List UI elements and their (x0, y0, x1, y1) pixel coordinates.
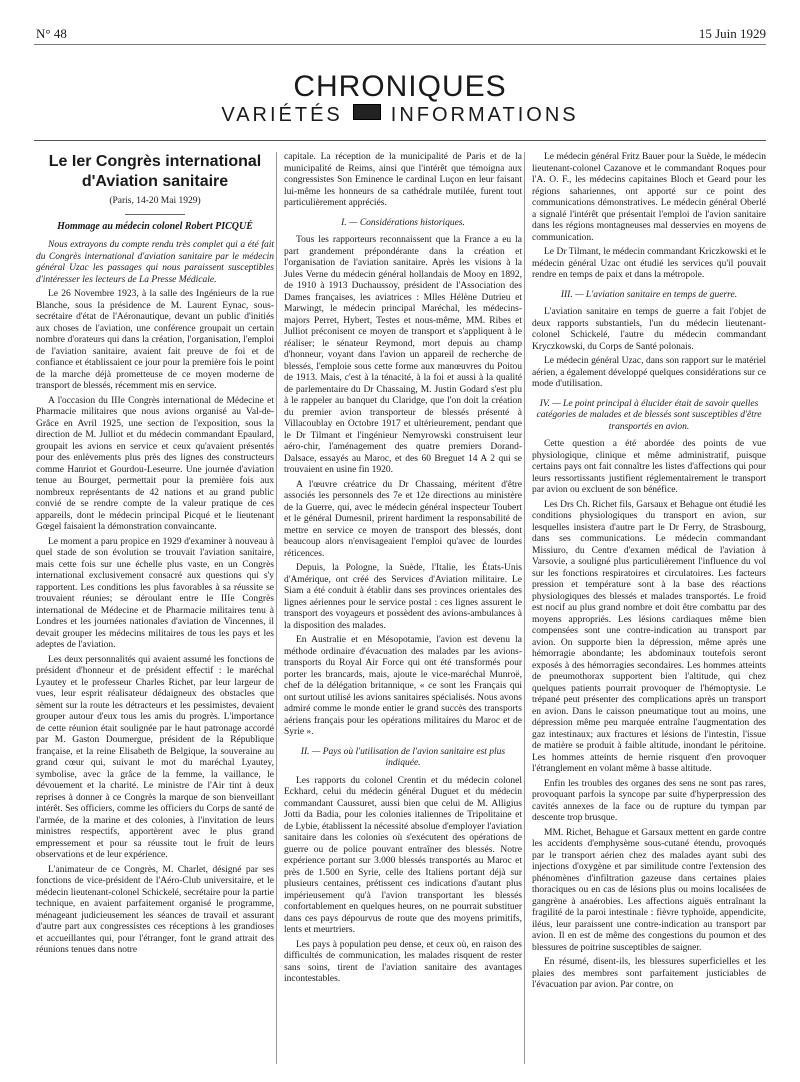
ornament-icon (353, 104, 381, 120)
paragraph: Les pays à population peu dense, et ceux où, en raison des difficultés de communication, les malades risquent de rester sans soins, tirent de l'aviation sanitaire des avantages incontestables. (284, 939, 522, 984)
paragraph: Les rapports du colonel Crentin et du médecin colonel Eckhard, celui du médecin général Duguet et du médecin commandant Caussuret, aussi bien que celui de M. Alligius Jotti da Badia, pour les colonies italiennes de Tripolitaine et de Lybie, établissent la nécessité absolue d'employer l'aviation sanitaire dans les colonies où s'exécutent des opérations de guerre ou de police pouvant entraîner des blessés. Notre expérience portant sur 3.000 blessés transportés au Maroc et près de 1.500 en Syrie, celle des Italiens portant déjà sur plusieurs centaines, prétissent ces indications d'autant plus impérieusement qu'à l'avion transportant les blessés confortablement en quelques heures, on ne pourrait substituer dans ces pays dépourvus de route que des moyens primitifs, lents et meurtriers. (284, 775, 522, 935)
article-title: Le Ier Congrès international d'Aviation sanitaire (48, 153, 262, 190)
paragraph: Le 26 Novembre 1923, à la salle des Ingénieurs de la rue Blanche, sous la présidence de M. Laurent Eynac, sous-secrétaire d'état de l'Aéronautique, devant un public d'initiés aux choses de l'aviation, une conférence groupait un certain nombre d'orateurs qui dans la création, l'organisation, l'emploi de l'aviation sanitaire, avaient fait preuve de foi et de confiance et établissaient ce jour pour la première fois le point de la marche déjà prometteuse de ce moyen moderne de transport de blessés, récemment mis en service. (36, 289, 274, 391)
column-2 (284, 152, 522, 989)
paragraph: En Australie et en Mésopotamie, l'avion est devenu la méthode ordinaire d'évacuation des malades par les avions-transports du Royal Air Force qui ont été transformés pour porter les brancards, mais, ajoute le vice-maréchal Munroë, chef de la délégation britannique, « ce sont les Français qui ont surtout utilisé les avions sanitaires spécialisés. Nous avons admiré comme le monde entier le grand succès des transports aériens français pour les opérations militaires du Maroc et de Syrie ». (284, 635, 522, 737)
section-heading: I. — Considérations historiques. (341, 217, 465, 228)
section-heading: II. — Pays où l'utilisation de l'avion sanitaire est plus indiquée. (300, 746, 506, 768)
paragraph: Les Drs Ch. Richet fils, Garsaux et Behague ont étudié les conditions physiologiques du transport en avion, sur lesquelles insistera d'autre part le Dr Ferry, de Strasbourg, dans ses communications. Le médecin commandant Missiuro, du Centre d'examen médical de l'aviation à Varsovie, a souligné plus particulièrement l'influence du vol sur les fonctions respiratoires et circulatoires. Les facteurs pression et température sont à la base des réactions physiologiques des blessés et malades transportés. Le froid est nocif au plus grand nombre et doit être combattu par des moyens appropriés. Les lésions cardiaques même bien compensées sont une contre-indication au transport par avion. On supporte bien la dépression, même après une hémorragie abondante; les abdominaux toutefois seront exposés à des hémorragies secondaires. Les hommes atteints de pneumothorax supportent bien l'altitude, qui chez quelques patients pourrait provoquer de l'hémoptysie. Le trépané peut présenter des complications après un transport en avion. Dans le caisson pneumatique tout au moins, une dépression même peu marquée entraîne l'augmentation des gaz intestinaux; aux fractures et lésions de l'intestin, l'issue de matière se produit à faible altitude, inondant le péritoine. Les hommes atteints de hernie risquent d'en provoquer l'étranglement en volant même à basse altitude. (532, 499, 766, 774)
paragraph: L'animateur de ce Congrès, M. Charlet, désigné par ses fonctions de vice-président de l'Aéro-Club universitaire, et le médecin lieutenant-colonel Schickelé, secrétaire pour la partie technique, en avaient parfaitement organisé le programme, ménageant judicieusement les séances de travail et assurant d'autre part aux congressistes ces réceptions à les grandioses et accueillantes qui, pour l'étranger, font le grand attrait des réunions tenues dans notre (36, 864, 274, 955)
paragraph: Le Dr Tilmant, le médecin commandant Kriczkowski et le médecin général Uzac ont étudié les services qu'il pouvait rendre en temps de paix et dans la métropole. (532, 247, 766, 280)
paragraph: Depuis, la Pologne, la Suède, l'Italie, les États-Unis d'Amérique, ont créé des Services d'Aviation militaire. Le Siam a été conduit à établir dans ses provinces orientales des lignes aériennes pour le service postal : ces lignes assurent le transport des voyageurs et possèdent des avions-ambulances à la disposition des malades. (284, 563, 522, 631)
masthead-title: CHRONIQUES (293, 70, 507, 103)
paragraph: Tous les rapporteurs reconnaissent que la France a eu la part grandement prépondérante dans la création et l'organisation de l'aviation sanitaire. Après les visions à la Jules Verne du médecin général hollandais de Mooy en 1892, de 1910 à 1913 Duchaussoy, président de l'Association des Dames françaises, les aviatrices : Mlles Hélène Dutrieu et Marwingt, le médecin principal Maréchal, les médecins-majors Perret, Hybert, Testes et nous-même, MM. Ribes et Julliot préconisent ce moyen de transport et s'appliquent à le réaliser; le sénateur Reymond, mort depuis au champ d'honneur, voyant dans l'avion un appareil de recherche de blessés, l'emploie sous cette forme aux manœuvres du Poitou de 1913. Mais, c'est à la ténacité, à la foi et aussi à la qualité de parlementaire du Dr Chassaing, M. Justin Godard s'est plu à le rappeler au banquet du Claridge, que l'on doit la création du premier avion transporteur de blessés présenté à Villacoublay en Octobre 1917 et ultérieurement, pendant que le Dr Tilmant et l'ingénieur Nemyrowski construisent leur aéro-chir, l'aménagement des quatre premiers Dorand-Dalsace, essayés au Maroc, et des 60 Breguet 14 A 2 qui se trouvaient en usine fin 1920. (284, 235, 522, 475)
issue-date: 15 Juin 1929 (698, 26, 766, 41)
paragraph: Le médecin général Uzac, dans son rapport sur le matériel aérien, a également développé quelques considérations sur ce mode d'utilisation. (532, 356, 766, 389)
paragraph: En résumé, disent-ils, les blessures superficielles et les plaies des membres sont parfaitement justiciables de l'évacuation par avion. Par contre, on (532, 957, 766, 990)
paragraph: Le médecin général Fritz Bauer pour la Suède, le médecin lieutenant-colonel Cazanove et le commandant Roques pour l'A. O. F., les médecins capitaines Bloch et Geard pour les régions sahariennes, ont apporté sur ce point des communications démonstratives. Le médecin général Oberlé a signalé l'intérêt que présentait l'emploi de l'avion sanitaire dans les régions montagneuses mal desservies en moyens de communication. (532, 152, 766, 243)
column-1 (36, 152, 274, 960)
column-divider (276, 152, 277, 1064)
masthead-subtitle (0, 104, 800, 127)
paragraph: A l'œuvre créatrice du Dr Chassaing, méritent d'être associés les personnels des 7e et 12e directions au ministère de la Guerre, qui, avec le médecin général inspecteur Toubert et le général Dumesnil, prirent hardiment la responsabilité de mettre en service ce moyen de transport des blessés, dont beaucoup alors n'envisageaient l'emploi qu'avec de lourdes réticences. (284, 479, 522, 559)
article-subtitle: (Paris, 14-20 Mai 1929) (109, 196, 201, 206)
paragraph: capitale. La réception de la municipalité de Paris et de la municipalité de Reims, ainsi que l'intérêt que témoigna aux congressistes Son Eminence le cardinal Luçon en leur faisant lui-même les honneurs de sa cathédrale mutilée, furent tout particulièrement appréciés. (284, 152, 522, 208)
article-hommage: Hommage au médecin colonel Robert PICQUÉ (57, 220, 253, 232)
masthead-right: INFORMATIONS (390, 104, 579, 126)
column-divider (524, 152, 525, 1064)
header-rule (34, 44, 766, 45)
paragraph: Enfin les troubles des organes des sens ne sont pas rares, provoquant parfois la syncope par suite d'hyperpression des cavités annexes de la face ou de rupture du tympan par descente trop brusque. (532, 778, 766, 823)
paragraph: L'aviation sanitaire en temps de guerre a fait l'objet de deux rapports substantiels, l'un du médecin lieutenant-colonel Schickelé, l'autre du médecin commandant Kryczkowski, du Corps de Santé polonais. (532, 307, 766, 352)
paragraph: Cette question a été abordée des points de vue physiologique, clinique et même administratif, puisque certains pays ont fait connaître les listes d'affections qui pour leurs ressortissants justifient réglementairement le transport par avion ou excluent de son bénéfice. (532, 439, 766, 495)
paragraph: MM. Richet, Behague et Garsaux mettent en garde contre les accidents d'emphysème sous-cutané étendu, provoqués par le transport aérien chez des malades ayant subi des injections d'oxygène et par similitude contre l'extension des phénomènes d'infiltration gazeuse dans certaines plaies thoraciques ou en cas de lésions plus ou moins localisées de gangrène à anaérobies. Les affections aiguës entraînant la fragilité de la paroi intestinale : fièvre typhoïde, appendicite, iléus, leur paraissent une contre-indication au transport par avion. Il en est de même des congestions du poumon et des blessures de poitrine susceptibles de saigner. (532, 827, 766, 953)
masthead-rule (34, 140, 766, 141)
column-3 (532, 152, 766, 995)
paragraph: A l'occasion du IIIe Congrès international de Médecine et Pharmacie militaires que nous avions organisé au Val-de-Grâce en Avril 1925, une section de l'exposition, sous la direction de M. Julliot et du médecin commandant Epaulard, groupait les avions en service et ceux qu'avaient présentés pour des enlèvements plus près des lignes des constructeurs comme Hanriot et Gourdou-Leseurre. Une journée d'aviation tenue au Bourget, permettait pour la première fois aux nombreux représentants de 42 nations et au grand public convié de se rendre compte de la valeur pratique de ces appareils, dont le médecin principal Picqué et le lieutenant Gœgel faisaient la démonstration convaincante. (36, 395, 274, 532)
masthead-left: VARIÉTÉS (221, 104, 343, 126)
paragraph: Les deux personnalités qui avaient assumé les fonctions de président d'honneur et de président effectif : le maréchal Lyautey et le professeur Charles Richet, par leur largeur de vues, leur esprit réalisateur dédaigneux des obstacles que sèment sur la route les détracteurs et les pessimistes, devaient grouper autour d'eux tous les amis du progrès. L'importance de cette réunion était soulignée par le haut patronage accordé par M. Gaston Doumergue, président de la République française, et la reine Elisabeth de Belgique, la souveraine au grand cœur qui, suivant le mot du maréchal Lyautey, symbolise, avec la grâce de la femme, la vaillance, le dévouement et la charité. Le ministre de l'Air tint à deux reprises à donner à ce Congrès la marque de son bienveillant intérêt. Ses officiers, comme les officiers du Corps de santé de l'armée, de la marine et des colonies, à l'invitation de leurs ministres respectifs, apportèrent avec le plus grand empressement et pour sa réussite tout le fruit de leurs observations et de leur expérience. (36, 654, 274, 860)
separator (125, 214, 185, 215)
paragraph: Le moment a paru propice en 1929 d'examiner à nouveau à quel stade de son évolution se trouvait l'aviation sanitaire, mais cette fois sur une échelle plus vaste, en un Congrès international exclusivement consacré aux questions qui s'y rapportent. Les conditions les plus favorables à sa réussite se trouvaient réunies; se déroulant entre le IIIe Congrès international de Médecine et de Pharmacie militaires tenu à Londres et les journées nationales d'aviation de Vincennes, il devait grouper les médecins militaires de tous les pays et les adeptes de l'aviation. (36, 536, 274, 650)
section-heading: III. — L'aviation sanitaire en temps de guerre. (560, 289, 738, 300)
article-intro: Nous extrayons du compte rendu très complet qui a été fait du Congrès international d'aviation sanitaire par le médecin général Uzac les passages qui nous paraissent susceptibles d'intéresser les lecteurs de La Presse Médicale. (36, 240, 274, 285)
issue-number: N° 48 (36, 26, 67, 41)
section-heading: IV. — Le point principal à élucider était de savoir quelles catégories de malades et de blessés sont susceptibles d'être transportés en avion. (536, 398, 762, 432)
